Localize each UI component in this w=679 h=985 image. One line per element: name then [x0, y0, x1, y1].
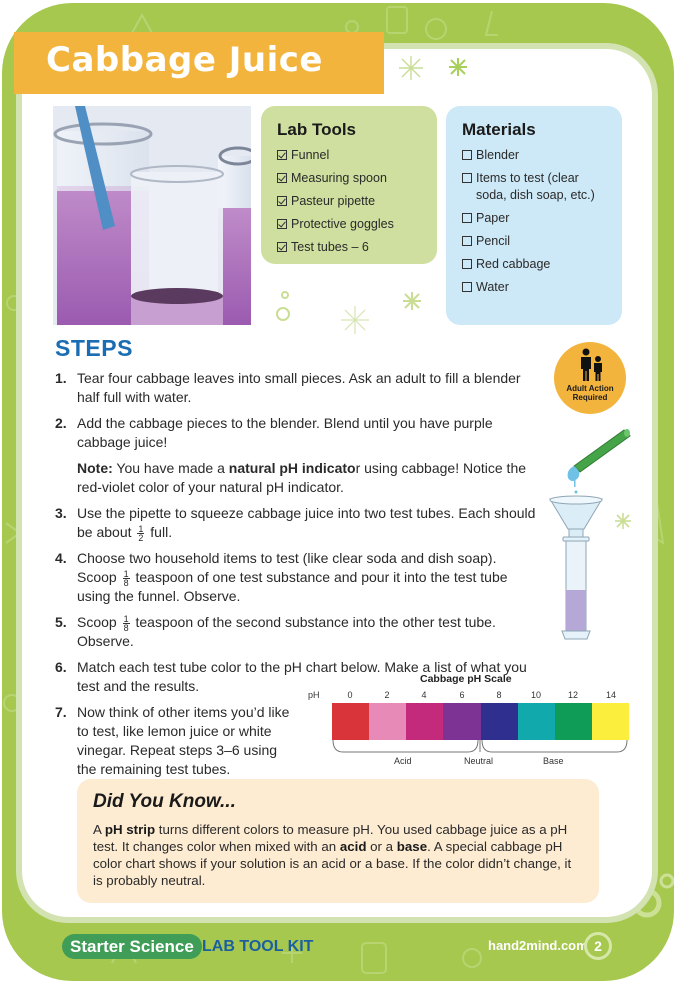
materials-title: Materials: [462, 120, 536, 139]
checked-box-icon[interactable]: [277, 242, 287, 252]
step-text: Scoop $\frac{1}{8}$ teaspoon of the second substance into the other test tube. Observe.: [77, 613, 496, 649]
ph-tick: 12: [567, 690, 578, 700]
step-number: 1.: [55, 370, 67, 386]
step-item: [55, 504, 540, 542]
ph-color-scale: [332, 703, 629, 740]
step-text: Tear four cabbage leaves into small pieces. Ask an adult to fill a blender half full with water.: [77, 370, 521, 405]
ph-tick-labels: [332, 690, 629, 702]
sparkle-icon: [398, 55, 424, 81]
did-you-know-text: A pH strip turns different colors to measure pH. You used cabbage juice as a pH test. It changes color when mixed with an acid or a base. A special cabbage pH color chart shows if your solution is an acid or a base. If the color didn’t change, it is probably neutral.: [93, 822, 572, 888]
lab-tool-item[interactable]: Protective goggles: [277, 216, 437, 233]
material-item[interactable]: Items to test (clear soda, dish soap, etc.): [462, 170, 622, 204]
ph-tick: 10: [530, 690, 541, 700]
fraction: $\frac{1}{8}$: [123, 568, 129, 588]
step-text: Add the cabbage pieces to the blender. Blend until you have purple cabbage juice!: [77, 415, 493, 450]
checkbox-icon[interactable]: [462, 213, 472, 223]
did-you-know-title: Did You Know...: [93, 791, 236, 812]
step-text: Now think of other items you’d like to test, like lemon juice or white vinegar. Repeat steps 3–6 using the remaining test tubes.: [77, 704, 290, 777]
step-text: Use the pipette to squeeze cabbage juice into two test tubes. Each should be about $\frac{1}{2}$ full.: [77, 505, 536, 543]
material-item[interactable]: Red cabbage: [462, 256, 622, 273]
material-item[interactable]: Water: [462, 279, 622, 296]
ph-tick: 8: [496, 690, 502, 700]
test-tubes-image-icon: [53, 106, 251, 325]
ph-segment-4: [406, 703, 443, 740]
ph-segment-12: [555, 703, 592, 740]
step-item: [55, 369, 540, 407]
ph-category-base: Base: [543, 756, 564, 766]
steps-heading: STEPS: [55, 335, 133, 361]
sparkle-icon: [448, 57, 468, 77]
step-number: 5.: [55, 614, 67, 630]
bubbles-icon: [275, 290, 295, 324]
checkbox-icon[interactable]: [462, 282, 472, 292]
ph-tick: 6: [459, 690, 465, 700]
checkbox-icon[interactable]: [462, 150, 472, 160]
step-item: [55, 613, 540, 651]
ph-tick: 2: [384, 690, 390, 700]
lab-tool-item[interactable]: Funnel: [277, 147, 437, 164]
ph-segment-6: [443, 703, 480, 740]
materials-box: [446, 106, 622, 325]
did-you-know-box: [77, 779, 599, 903]
step-number: 3.: [55, 505, 67, 521]
ph-axis-label: pH: [308, 690, 320, 700]
lab-tool-item[interactable]: Pasteur pipette: [277, 193, 437, 210]
ph-category-acid: Acid: [394, 756, 412, 766]
checkbox-icon[interactable]: [462, 259, 472, 269]
sparkle-icon: [402, 291, 422, 311]
fraction: $\frac{1}{8}$: [123, 613, 129, 633]
ph-tick: 4: [421, 690, 427, 700]
lab-tools-title: Lab Tools: [277, 120, 357, 139]
step-number: 7.: [55, 704, 67, 720]
fraction: $\frac{1}{2}$: [138, 523, 144, 543]
ph-segment-10: [518, 703, 555, 740]
checkbox-icon[interactable]: [462, 173, 472, 183]
checked-box-icon[interactable]: [277, 173, 287, 183]
website-link[interactable]: hand2mind.com: [488, 938, 588, 953]
page-title: Cabbage Juice: [46, 40, 323, 80]
step-text: Choose two household items to test (like clear soda and dish soap). Scoop $\frac{1}{8}$ teaspoon of one test substance and pour it into the test tube using the funnel. Observe.: [77, 550, 508, 604]
kit-name: LAB TOOL KIT: [202, 938, 314, 955]
lab-tool-item[interactable]: Test tubes – 6: [277, 239, 437, 256]
lab-tools-box: [261, 106, 437, 264]
checked-box-icon[interactable]: [277, 196, 287, 206]
material-item[interactable]: Paper: [462, 210, 622, 227]
lab-tool-item[interactable]: Measuring spoon: [277, 170, 437, 187]
ph-tick: 0: [347, 690, 353, 700]
brand-logo: Starter Science: [62, 934, 202, 959]
ph-tick: 14: [605, 690, 616, 700]
acid-base-brace-icon: [332, 740, 629, 756]
checked-box-icon[interactable]: [277, 219, 287, 229]
page-number: 2: [584, 932, 612, 960]
step-number: 6.: [55, 659, 67, 675]
ph-segment-2: [369, 703, 406, 740]
step-text: Match each test tube color to the pH chart below. Make a list of what you test and the results.: [77, 659, 527, 694]
pipette-funnel-test-tube-icon: [540, 425, 640, 645]
adult-action-required-badge: [554, 342, 626, 414]
ph-segment-14: [592, 703, 629, 740]
step-item: [55, 549, 540, 606]
material-item[interactable]: Blender: [462, 147, 622, 164]
step-note: Note: You have made a natural pH indicator using cabbage! Notice the red-violet color of your natural pH indicator.: [77, 460, 527, 495]
ph-segment-0: [332, 703, 369, 740]
material-item[interactable]: Pencil: [462, 233, 622, 250]
adult-badge-label: Adult Action Required: [566, 384, 614, 402]
checked-box-icon[interactable]: [277, 150, 287, 160]
step-number: 2.: [55, 415, 67, 431]
ph-segment-8: [481, 703, 518, 740]
sparkle-icon: [340, 305, 370, 335]
adult-and-child-icon: [576, 348, 606, 382]
step-number: 4.: [55, 550, 67, 566]
checkbox-icon[interactable]: [462, 236, 472, 246]
ph-scale-title: Cabbage pH Scale: [420, 673, 512, 685]
ph-category-neutral: Neutral: [464, 756, 494, 766]
test-tubes-photo: [53, 106, 251, 325]
step-item: [55, 414, 540, 497]
